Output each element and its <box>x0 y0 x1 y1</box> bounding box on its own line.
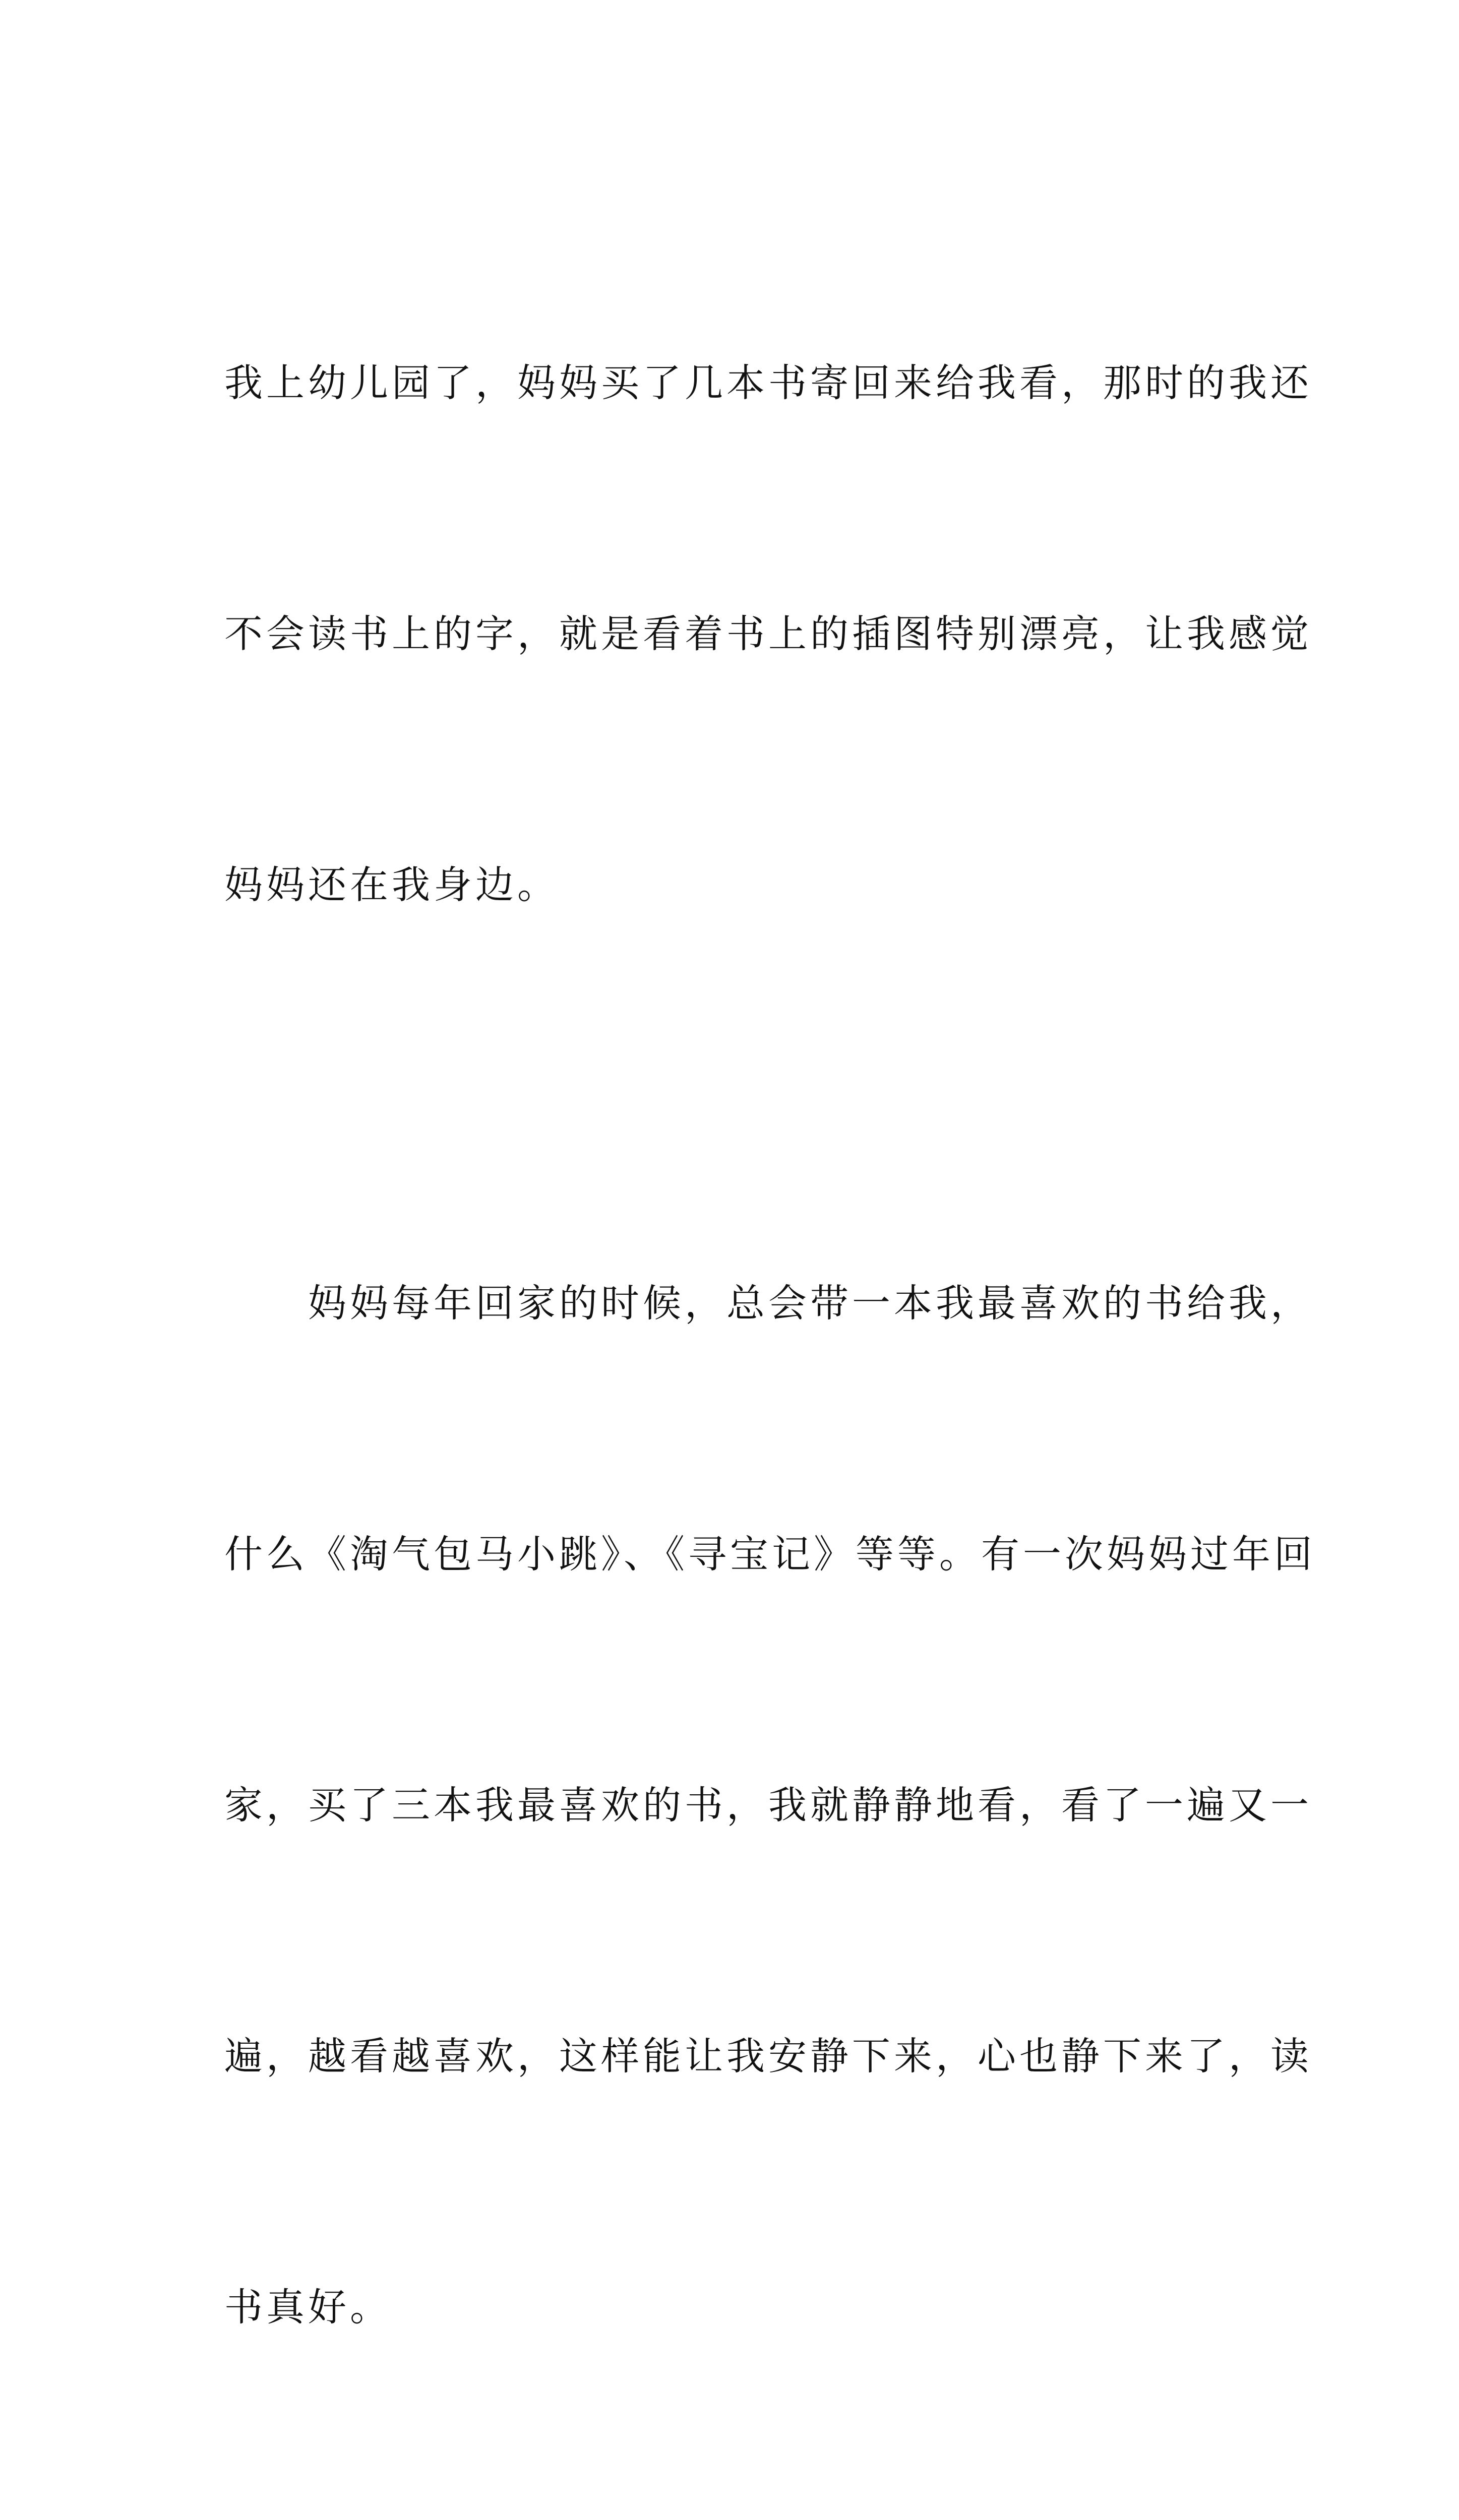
text-line: 我上幼儿园了，妈妈买了几本书寄回来给我看，那时的我还 <box>224 360 1312 405</box>
text-line: 妈妈每年回家的时候，总会带一本我最喜欢的书给我， <box>224 1281 1312 1326</box>
paragraph <box>224 2516 1243 2520</box>
text-line: 家，买了三本我最喜欢的书，我就静静地看，看了一遍又一 <box>224 1783 1312 1828</box>
text-line: 不会读书上的字，就是看着书上的插图特别漂亮，让我感觉 <box>224 611 1312 656</box>
text-line: 妈妈还在我身边。 <box>224 862 559 907</box>
paragraph <box>224 1094 1316 2516</box>
paragraph <box>224 174 1312 1094</box>
body-text <box>224 174 1316 2520</box>
text-line: 书真好。 <box>224 2285 392 2329</box>
text-line: 遍，越看越喜欢，这样能让我安静下来，心也静下来了，读 <box>224 2034 1312 2078</box>
text-line: 什么《淘气包马小跳》、《寻宝记》等等。有一次妈妈过年回 <box>224 1532 1316 1577</box>
